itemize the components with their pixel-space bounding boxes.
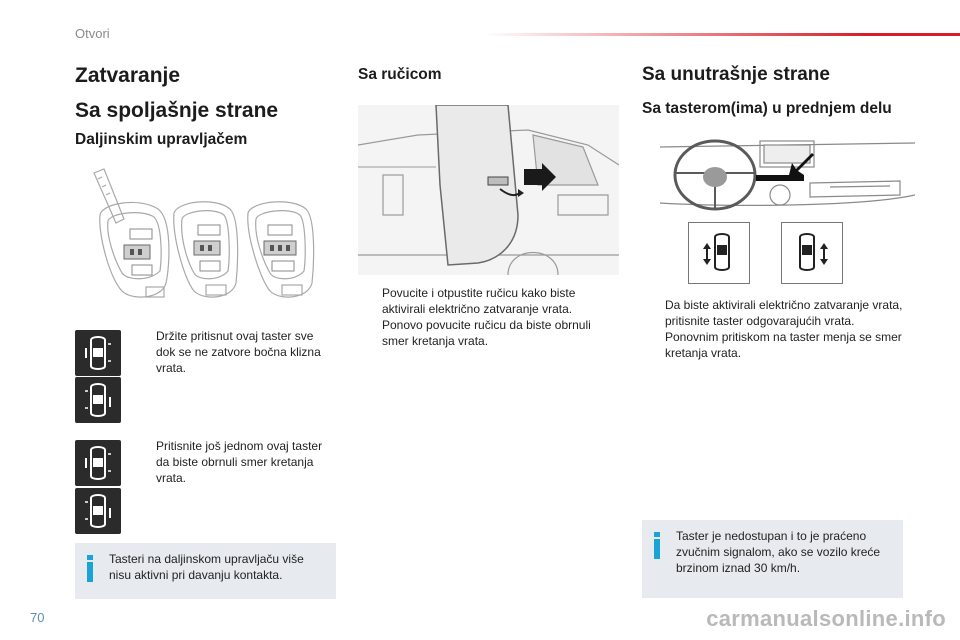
section-title-inside: Sa unutrašnje strane [642, 64, 830, 85]
sliding-door-icon [75, 377, 121, 423]
instruction-text: Držite pritisnut ovaj taster sve dok se ne zatvore bočna klizna vrata. [156, 329, 321, 375]
instruction-pull-handle [362, 285, 612, 317]
sliding-door-icon [75, 330, 121, 376]
page-number: 70 [30, 610, 45, 625]
subsection-title-outside: Sa spoljašnje strane [75, 99, 279, 122]
heading-with-handle: Sa ručicom [358, 66, 442, 83]
instruction-text: Ponovnim pritiskom na taster menja se smer kretanja vrata. [665, 330, 902, 360]
instruction-press-again [136, 438, 336, 486]
instruction-text: Ponovo povucite ručicu da biste obrnuli smer kretanja vrata. [382, 318, 591, 348]
sliding-door-button-tile [75, 330, 121, 376]
front-door-button-right [781, 222, 843, 284]
sliding-door-icon [782, 223, 842, 283]
instruction-text: Pritisnite još jednom ovaj taster da biste obrnuli smer kretanja vrata. [156, 439, 323, 485]
page-title: Zatvaranje [75, 64, 181, 87]
instruction-press-again-reverse [645, 329, 905, 361]
key-fob-illustration [80, 165, 335, 305]
instruction-hold-button [136, 328, 336, 376]
header-rule [485, 33, 960, 36]
dashboard-illustration [660, 133, 915, 218]
instruction-pull-again [362, 317, 612, 349]
watermark: carmanualsonline.info [706, 606, 946, 631]
info-note-remote [75, 543, 336, 599]
key-fob-icon [80, 165, 335, 305]
door-handle-illustration [358, 105, 619, 275]
info-icon [652, 532, 662, 560]
note-text: Tasteri na daljinskom upravljaču više nisu aktivni pri davanju kontakta. [109, 552, 304, 582]
instruction-text: Povucite i otpustite ručicu kako biste aktivirali električno zatvaranje vrata. [382, 286, 576, 316]
info-icon [85, 555, 95, 583]
instruction-text: Da biste aktivirali električno zatvaranje vrata, pritisnite taster odgovarajućih vrata. [665, 298, 903, 328]
instruction-press-button [645, 297, 905, 329]
sliding-door-button-tile [75, 440, 121, 486]
sliding-door-button-tile [75, 377, 121, 423]
sliding-door-icon [689, 223, 749, 283]
sliding-door-button-tile [75, 488, 121, 534]
heading-remote-control: Daljinskim upravljačem [75, 131, 248, 148]
info-note-speed [642, 520, 903, 598]
section-label: Otvori [75, 26, 110, 41]
front-door-button-left [688, 222, 750, 284]
sliding-door-icon [75, 488, 121, 534]
sliding-door-icon [75, 440, 121, 486]
note-text: Taster je nedostupan i to je praćeno zvučnim signalom, ako se vozilo kreće brzinom iznad 30 km/h. [676, 529, 881, 575]
heading-front-buttons: Sa tasterom(ima) u prednjem delu [642, 100, 892, 117]
